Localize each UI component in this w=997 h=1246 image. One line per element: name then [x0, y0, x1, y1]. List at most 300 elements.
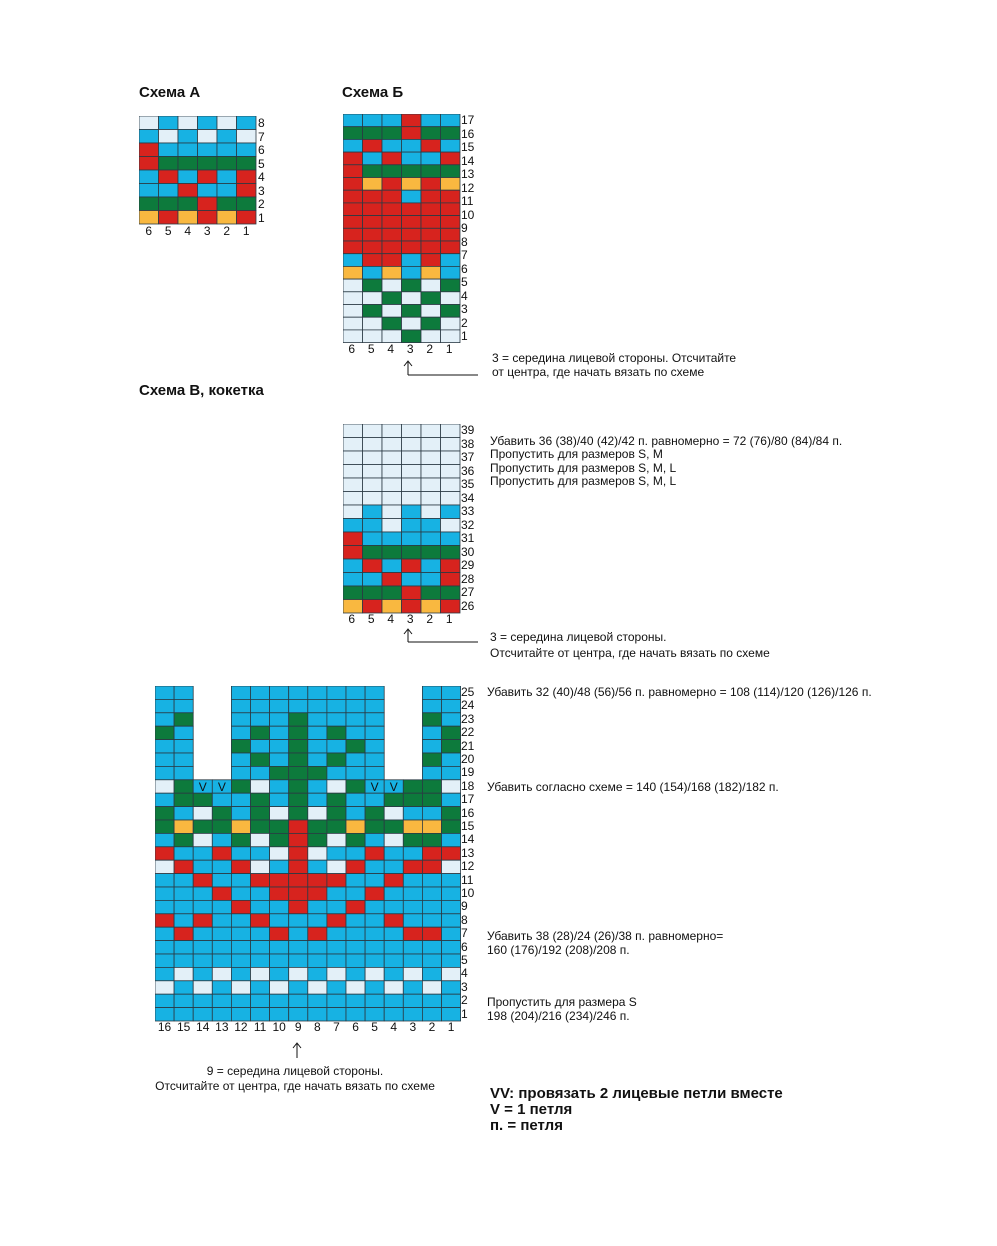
- scheme-v-bottom-cell: [270, 726, 289, 739]
- scheme-v-bottom-cell: [442, 833, 461, 846]
- scheme-v-bottom-cell: [155, 900, 174, 913]
- scheme-v-bottom-cell: [327, 994, 346, 1007]
- scheme-v-bottom-cell: [442, 860, 461, 873]
- scheme-v-bottom-cell: [384, 793, 403, 806]
- row-label: 24: [461, 698, 475, 713]
- scheme-b-cell: [441, 203, 461, 216]
- scheme-v-bottom-cell: [308, 981, 327, 994]
- scheme-v-bottom-cell: [365, 766, 384, 779]
- scheme-v-bottom-cell: [174, 914, 193, 927]
- scheme-v-bottom-cell: [212, 914, 231, 927]
- scheme-v-bottom-cell: [327, 887, 346, 900]
- scheme-b-cell: [363, 139, 383, 152]
- scheme-v-bottom-cell: [308, 793, 327, 806]
- scheme-v-top-cell: [382, 600, 402, 614]
- scheme-v-bottom-cell: [442, 954, 461, 967]
- scheme-b-cell: [421, 190, 441, 203]
- column-label: 11: [253, 1020, 267, 1034]
- row-label: 30: [461, 544, 475, 559]
- scheme-v-bottom-cell: [327, 780, 346, 793]
- scheme-v-bottom-cell: [289, 874, 308, 887]
- scheme-v-bottom-cell: [403, 967, 422, 980]
- scheme-v-bottom-cell: [384, 981, 403, 994]
- scheme-b-cell: [441, 241, 461, 254]
- scheme-v-bottom-cell: [422, 820, 441, 833]
- scheme-b-cell: [363, 254, 383, 267]
- scheme-v-top-cell: [363, 519, 383, 533]
- scheme-v-bottom-cell: [155, 994, 174, 1007]
- scheme-v-bottom-cell: [346, 860, 365, 873]
- scheme-v-top-cell: [343, 559, 363, 573]
- scheme-b-cell: [421, 241, 441, 254]
- scheme-v-bottom-cell: [212, 981, 231, 994]
- scheme-v-bottom-cell: [308, 847, 327, 860]
- column-label: 2: [426, 612, 434, 626]
- scheme-b-cell: [382, 152, 402, 165]
- scheme-v-top-cell: [343, 573, 363, 587]
- scheme-a-cell: [198, 184, 218, 198]
- scheme-v-bottom-cell: [251, 780, 270, 793]
- scheme-b-cell: [421, 279, 441, 292]
- row-label: 3: [461, 302, 468, 316]
- scheme-v-bottom-cell: [442, 713, 461, 726]
- row-label: 2: [461, 315, 468, 330]
- scheme-v-bottom-cell: [289, 994, 308, 1007]
- scheme-a-cell: [159, 116, 179, 130]
- scheme-v-bottom-cell: [231, 847, 250, 860]
- scheme-v-top-cell: [363, 424, 383, 438]
- scheme-v-top-cell: [363, 600, 383, 614]
- scheme-a-cell: [217, 170, 237, 184]
- scheme-v-bottom-cell: [155, 780, 174, 793]
- row-label: 8: [258, 116, 265, 130]
- scheme-v-top-note-line-2: Отсчитайте от центра, где начать вязать по схеме: [490, 646, 770, 660]
- scheme-b-cell: [421, 165, 441, 178]
- scheme-v-bottom-cell: [442, 927, 461, 940]
- scheme-a-cell: [198, 170, 218, 184]
- scheme-v-bottom-cell: [365, 900, 384, 913]
- scheme-v-bottom-cell: [365, 954, 384, 967]
- scheme-v-bottom-cell: [212, 994, 231, 1007]
- scheme-v-top-cell: [363, 532, 383, 546]
- scheme-b-cell: [441, 216, 461, 229]
- scheme-v-top-cell: [343, 546, 363, 560]
- scheme-b-cell: [441, 127, 461, 140]
- scheme-v-bottom-cell: [346, 820, 365, 833]
- scheme-v-bottom-cell: [231, 887, 250, 900]
- scheme-v-bottom-cell: [155, 1008, 174, 1021]
- row-label: 31: [461, 531, 475, 545]
- scheme-v-top-note-line-1: 3 = середина лицевой стороны.: [490, 630, 667, 644]
- row-label: 37: [461, 450, 475, 464]
- scheme-v-bottom-cell: [327, 981, 346, 994]
- scheme-v-bottom-cell: [327, 699, 346, 712]
- row-label: 29: [461, 558, 475, 572]
- scheme-v-bottom-cell: [308, 860, 327, 873]
- scheme-v-bottom-cell: [346, 833, 365, 846]
- scheme-v-bottom-cell: [384, 1008, 403, 1021]
- scheme-v-bottom-cell: [155, 726, 174, 739]
- scheme-v-bottom-cell: [346, 766, 365, 779]
- scheme-v-title: Схема В, кокетка: [139, 382, 264, 399]
- scheme-v-bottom-cell: [289, 833, 308, 846]
- column-label: 3: [406, 612, 414, 626]
- scheme-v-top-cell: [421, 559, 441, 573]
- scheme-v-bottom-cell: [193, 994, 212, 1007]
- scheme-v-top-cell: [382, 573, 402, 587]
- row-label: 23: [461, 711, 475, 726]
- scheme-v-bottom-cell: [365, 820, 384, 833]
- scheme-v-bottom-cell: [251, 860, 270, 873]
- annotation-row-7-line-1: Убавить 38 (28)/24 (26)/38 п. равномерно=: [487, 929, 724, 943]
- scheme-v-bottom-cell: [422, 780, 441, 793]
- scheme-v-top-cell: [343, 438, 363, 452]
- scheme-v-bottom-cell: [193, 914, 212, 927]
- scheme-v-bottom-cell: [174, 994, 193, 1007]
- scheme-v-bottom-cell: [327, 954, 346, 967]
- scheme-b-cell: [402, 317, 422, 330]
- scheme-b-cell: [441, 114, 461, 127]
- scheme-v-bottom-cell: [403, 820, 422, 833]
- scheme-a-cell: [217, 157, 237, 171]
- scheme-v-bottom-cell: [231, 927, 250, 940]
- scheme-v-top-cell: [421, 600, 441, 614]
- scheme-v-bottom-cell: [212, 833, 231, 846]
- scheme-v-bottom-cell: [231, 900, 250, 913]
- scheme-v-top-cell: [441, 532, 461, 546]
- scheme-v-top-cell: [343, 492, 363, 506]
- scheme-b-cell: [343, 305, 363, 318]
- row-label: 17: [461, 792, 475, 807]
- scheme-a-cell: [139, 116, 159, 130]
- scheme-v-bottom-cell: [270, 967, 289, 980]
- scheme-v-bottom-cell: [174, 807, 193, 820]
- row-label: 15: [461, 819, 475, 833]
- scheme-v-bottom-cell: [442, 994, 461, 1007]
- scheme-a-cell: [178, 170, 198, 184]
- scheme-a-cell: [139, 157, 159, 171]
- scheme-v-bottom-cell: [384, 833, 403, 846]
- scheme-v-bottom-cell: [193, 820, 212, 833]
- scheme-v-bottom-cell: [155, 954, 174, 967]
- scheme-v-bottom-cell: [155, 807, 174, 820]
- scheme-v-top-cell: [421, 505, 441, 519]
- scheme-v-bottom-cell: [327, 941, 346, 954]
- scheme-v-bottom-cell: [289, 1008, 308, 1021]
- scheme-v-bottom-cell: [308, 686, 327, 699]
- scheme-v-bottom-cell: [174, 766, 193, 779]
- scheme-v-bottom-cell: [193, 941, 212, 954]
- row-label: 28: [461, 571, 475, 586]
- scheme-b-cell: [382, 165, 402, 178]
- scheme-v-bottom-cell: [251, 887, 270, 900]
- scheme-b-note-line-2: от центра, где начать вязать по схеме: [492, 364, 705, 379]
- row-label: 21: [461, 738, 475, 753]
- scheme-v-bottom-cell: [174, 820, 193, 833]
- scheme-v-bottom-cell: [212, 847, 231, 860]
- row-label: 3: [461, 979, 468, 994]
- row-label: 7: [461, 248, 468, 262]
- scheme-v-top-cell: [402, 573, 422, 587]
- scheme-b-cell: [441, 317, 461, 330]
- scheme-a-cell: [139, 197, 159, 211]
- scheme-v-top-cell: [421, 492, 441, 506]
- scheme-v-bottom-cell: [346, 1008, 365, 1021]
- column-label: 2: [428, 1020, 436, 1034]
- scheme-v-bottom-cell: [384, 887, 403, 900]
- scheme-v-bottom-cell: [174, 927, 193, 940]
- scheme-v-bottom-cell: [251, 726, 270, 739]
- scheme-v-top-cell: [402, 532, 422, 546]
- row-label: 1: [461, 329, 468, 343]
- scheme-v-top-cell: [382, 559, 402, 573]
- legend-v: V = 1 петля: [490, 1101, 573, 1118]
- scheme-v-bottom-cell: [155, 740, 174, 753]
- scheme-v-bottom-cell: [308, 766, 327, 779]
- scheme-v-top-cell: [363, 438, 383, 452]
- scheme-v-bottom-cell: [289, 820, 308, 833]
- scheme-v-top-cell: [421, 465, 441, 479]
- scheme-v-bottom-cell: [308, 726, 327, 739]
- scheme-v-bottom-cell: [174, 740, 193, 753]
- scheme-v-bottom-cell: [270, 766, 289, 779]
- scheme-v-top-cell: [421, 586, 441, 600]
- scheme-a-cell: [159, 130, 179, 144]
- scheme-b-cell: [441, 292, 461, 305]
- scheme-v-bottom-cell: [270, 740, 289, 753]
- row-label: 4: [258, 170, 265, 184]
- scheme-v-top-cell: [421, 438, 441, 452]
- scheme-v-bottom-cell: [231, 860, 250, 873]
- scheme-b-cell: [382, 330, 402, 343]
- scheme-v-bottom-cell: [442, 793, 461, 806]
- scheme-v-top-cell: [343, 505, 363, 519]
- scheme-v-bottom-cell: [403, 887, 422, 900]
- scheme-v-bottom-cell: [155, 766, 174, 779]
- scheme-v-top-cell: [421, 519, 441, 533]
- scheme-v-bottom-cell: [403, 807, 422, 820]
- scheme-b-cell: [363, 279, 383, 292]
- scheme-v-top-cell: [402, 559, 422, 573]
- scheme-v-bottom-cell: [174, 699, 193, 712]
- scheme-v-bottom-cell: [442, 1008, 461, 1021]
- scheme-v-bottom-cell: [231, 753, 250, 766]
- column-label: 6: [352, 1020, 359, 1034]
- scheme-b-cell: [382, 178, 402, 191]
- scheme-v-bottom-cell: [346, 847, 365, 860]
- scheme-v-bottom-cell: [251, 713, 270, 726]
- scheme-b-cell: [343, 228, 363, 241]
- scheme-v-bottom-cell: [251, 900, 270, 913]
- scheme-b-note: [492, 352, 736, 379]
- scheme-v-bottom-cell: [270, 793, 289, 806]
- scheme-v-bottom-cell: [365, 740, 384, 753]
- scheme-a-cell: [178, 211, 198, 225]
- scheme-v-bottom-cell: [289, 860, 308, 873]
- scheme-v-bottom-cell: [174, 780, 193, 793]
- scheme-v-bottom-cell: [155, 941, 174, 954]
- scheme-v-bottom-cell: [212, 967, 231, 980]
- scheme-v-top-cell: [363, 505, 383, 519]
- scheme-v-bottom-cell: [289, 967, 308, 980]
- v-mark: V: [389, 780, 398, 795]
- scheme-v-top-cell: [382, 519, 402, 533]
- scheme-b-cell: [421, 203, 441, 216]
- scheme-v-bottom-cell: [212, 807, 231, 820]
- scheme-v-bottom-cell: [212, 954, 231, 967]
- scheme-a-cell: [217, 130, 237, 144]
- scheme-v-bottom-cell: [422, 994, 441, 1007]
- scheme-b-cell: [363, 305, 383, 318]
- scheme-v-bottom-cell: [346, 941, 365, 954]
- scheme-b-cell: [421, 114, 441, 127]
- scheme-v-top-cell: [441, 451, 461, 465]
- annotation-row-7-line-2: 160 (176)/192 (208)/208 п.: [487, 942, 630, 957]
- scheme-b-cell: [382, 203, 402, 216]
- scheme-v-top-cell: [343, 465, 363, 479]
- scheme-v-bottom-cell: [270, 780, 289, 793]
- scheme-v-bottom-cell: [155, 981, 174, 994]
- row-label: 12: [461, 180, 475, 195]
- scheme-b-cell: [363, 165, 383, 178]
- scheme-b-cell: [343, 317, 363, 330]
- scheme-v-bottom-cell: [193, 967, 212, 980]
- scheme-v-top-cell: [343, 424, 363, 438]
- scheme-v-bottom-cell: [327, 713, 346, 726]
- scheme-v-bottom-cell: [251, 914, 270, 927]
- scheme-v-bottom-cell: [365, 874, 384, 887]
- scheme-v-bottom-cell: [308, 713, 327, 726]
- scheme-b-cell: [421, 317, 441, 330]
- column-label: 5: [371, 1020, 378, 1034]
- scheme-b-cell: [382, 292, 402, 305]
- scheme-v-bottom-cell: [155, 699, 174, 712]
- scheme-a-cell: [237, 116, 257, 130]
- scheme-b-cell: [343, 216, 363, 229]
- scheme-v-bottom-cell: [212, 820, 231, 833]
- scheme-b-cell: [402, 114, 422, 127]
- row-label: 8: [461, 234, 468, 249]
- scheme-v-bottom-cell: [193, 981, 212, 994]
- scheme-v-bottom-cell: [174, 847, 193, 860]
- scheme-v-bottom-cell: [174, 967, 193, 980]
- scheme-b-cell: [382, 216, 402, 229]
- scheme-a-cell: [217, 197, 237, 211]
- scheme-v-bottom-cell: [442, 766, 461, 779]
- scheme-a-cell: [159, 197, 179, 211]
- scheme-a-cell: [159, 184, 179, 198]
- scheme-v-bottom-cell: [327, 874, 346, 887]
- scheme-b-cell: [343, 114, 363, 127]
- scheme-v-bottom-cell: [251, 793, 270, 806]
- scheme-v-bottom-cell: [346, 686, 365, 699]
- scheme-v-top-cell: [363, 492, 383, 506]
- scheme-b-cell: [382, 279, 402, 292]
- column-label: 14: [196, 1020, 210, 1034]
- scheme-v-bottom-cell: [231, 833, 250, 846]
- column-label: 5: [164, 224, 172, 238]
- scheme-v-top-cell: [382, 546, 402, 560]
- scheme-v-bottom-cell: [422, 713, 441, 726]
- scheme-v-top-cell: [402, 492, 422, 506]
- scheme-a-cell: [198, 116, 218, 130]
- scheme-v-top-cell: [441, 586, 461, 600]
- scheme-v-top-cell: [421, 478, 441, 492]
- scheme-v-bottom-cell: [346, 967, 365, 980]
- scheme-b-cell: [363, 216, 383, 229]
- row-label: 3: [258, 183, 265, 198]
- scheme-b-cell: [421, 228, 441, 241]
- scheme-v-bottom-cell: [193, 1008, 212, 1021]
- scheme-b-cell: [402, 216, 422, 229]
- row-label: 2: [258, 197, 265, 211]
- scheme-v-bottom-cell: [193, 847, 212, 860]
- scheme-v-bottom-cell: [212, 1008, 231, 1021]
- scheme-v-bottom-cell: [155, 847, 174, 860]
- column-label: 15: [176, 1020, 191, 1034]
- scheme-v-bottom-cell: [174, 1008, 193, 1021]
- scheme-b-cell: [363, 127, 383, 140]
- scheme-v-bottom-cell: [270, 699, 289, 712]
- scheme-v-bottom-cell: [193, 860, 212, 873]
- row-label: 4: [461, 966, 468, 981]
- scheme-v-bottom-cell: [422, 941, 441, 954]
- scheme-a-cell: [139, 130, 159, 144]
- scheme-v-bottom-cell: [174, 833, 193, 846]
- scheme-b-cell: [382, 305, 402, 318]
- scheme-v-bottom-cell: [155, 967, 174, 980]
- scheme-v-bottom-cell: [422, 914, 441, 927]
- scheme-v-top-cell: [441, 478, 461, 492]
- scheme-v-bottom-cell: [270, 807, 289, 820]
- scheme-v-bottom-cell: [346, 927, 365, 940]
- column-label: 9: [294, 1020, 302, 1034]
- scheme-v-bottom-cell: [251, 1008, 270, 1021]
- scheme-v-bottom-cell: [365, 994, 384, 1007]
- scheme-v-bottom-cell: [346, 994, 365, 1007]
- row-label: 14: [461, 153, 475, 168]
- scheme-v-bottom-cell: [270, 914, 289, 927]
- row-label: 38: [461, 436, 475, 451]
- scheme-a-cell: [198, 211, 218, 225]
- scheme-v-top-cell: [402, 600, 422, 614]
- scheme-v-bottom-cell: [289, 927, 308, 940]
- scheme-v-bottom-cell: [327, 793, 346, 806]
- scheme-v-bottom-cell: [327, 914, 346, 927]
- scheme-v-bottom-cell: [289, 807, 308, 820]
- scheme-v-bottom-cell: [365, 967, 384, 980]
- scheme-b-cell: [402, 292, 422, 305]
- scheme-v-bottom-cell: [212, 927, 231, 940]
- scheme-v-bottom-cell: [346, 807, 365, 820]
- column-label: 6: [348, 342, 356, 356]
- scheme-v-bottom-cell: [289, 766, 308, 779]
- scheme-v-top-cell: [382, 451, 402, 465]
- scheme-b-cell: [363, 330, 383, 343]
- scheme-b-cell: [382, 317, 402, 330]
- scheme-b-cell: [343, 254, 363, 267]
- scheme-v-bottom-cell: [155, 820, 174, 833]
- scheme-v-top-cell: [402, 451, 422, 465]
- annotation-row-2-line-2: 198 (204)/216 (234)/246 п.: [487, 1008, 630, 1023]
- column-label: 4: [390, 1020, 398, 1034]
- scheme-v-bottom-cell: [365, 833, 384, 846]
- scheme-b-cell: [343, 203, 363, 216]
- scheme-v-bottom-cell: [174, 686, 193, 699]
- scheme-v-bottom-cell: [422, 833, 441, 846]
- scheme-b-cell: [363, 292, 383, 305]
- scheme-b-cell: [402, 228, 422, 241]
